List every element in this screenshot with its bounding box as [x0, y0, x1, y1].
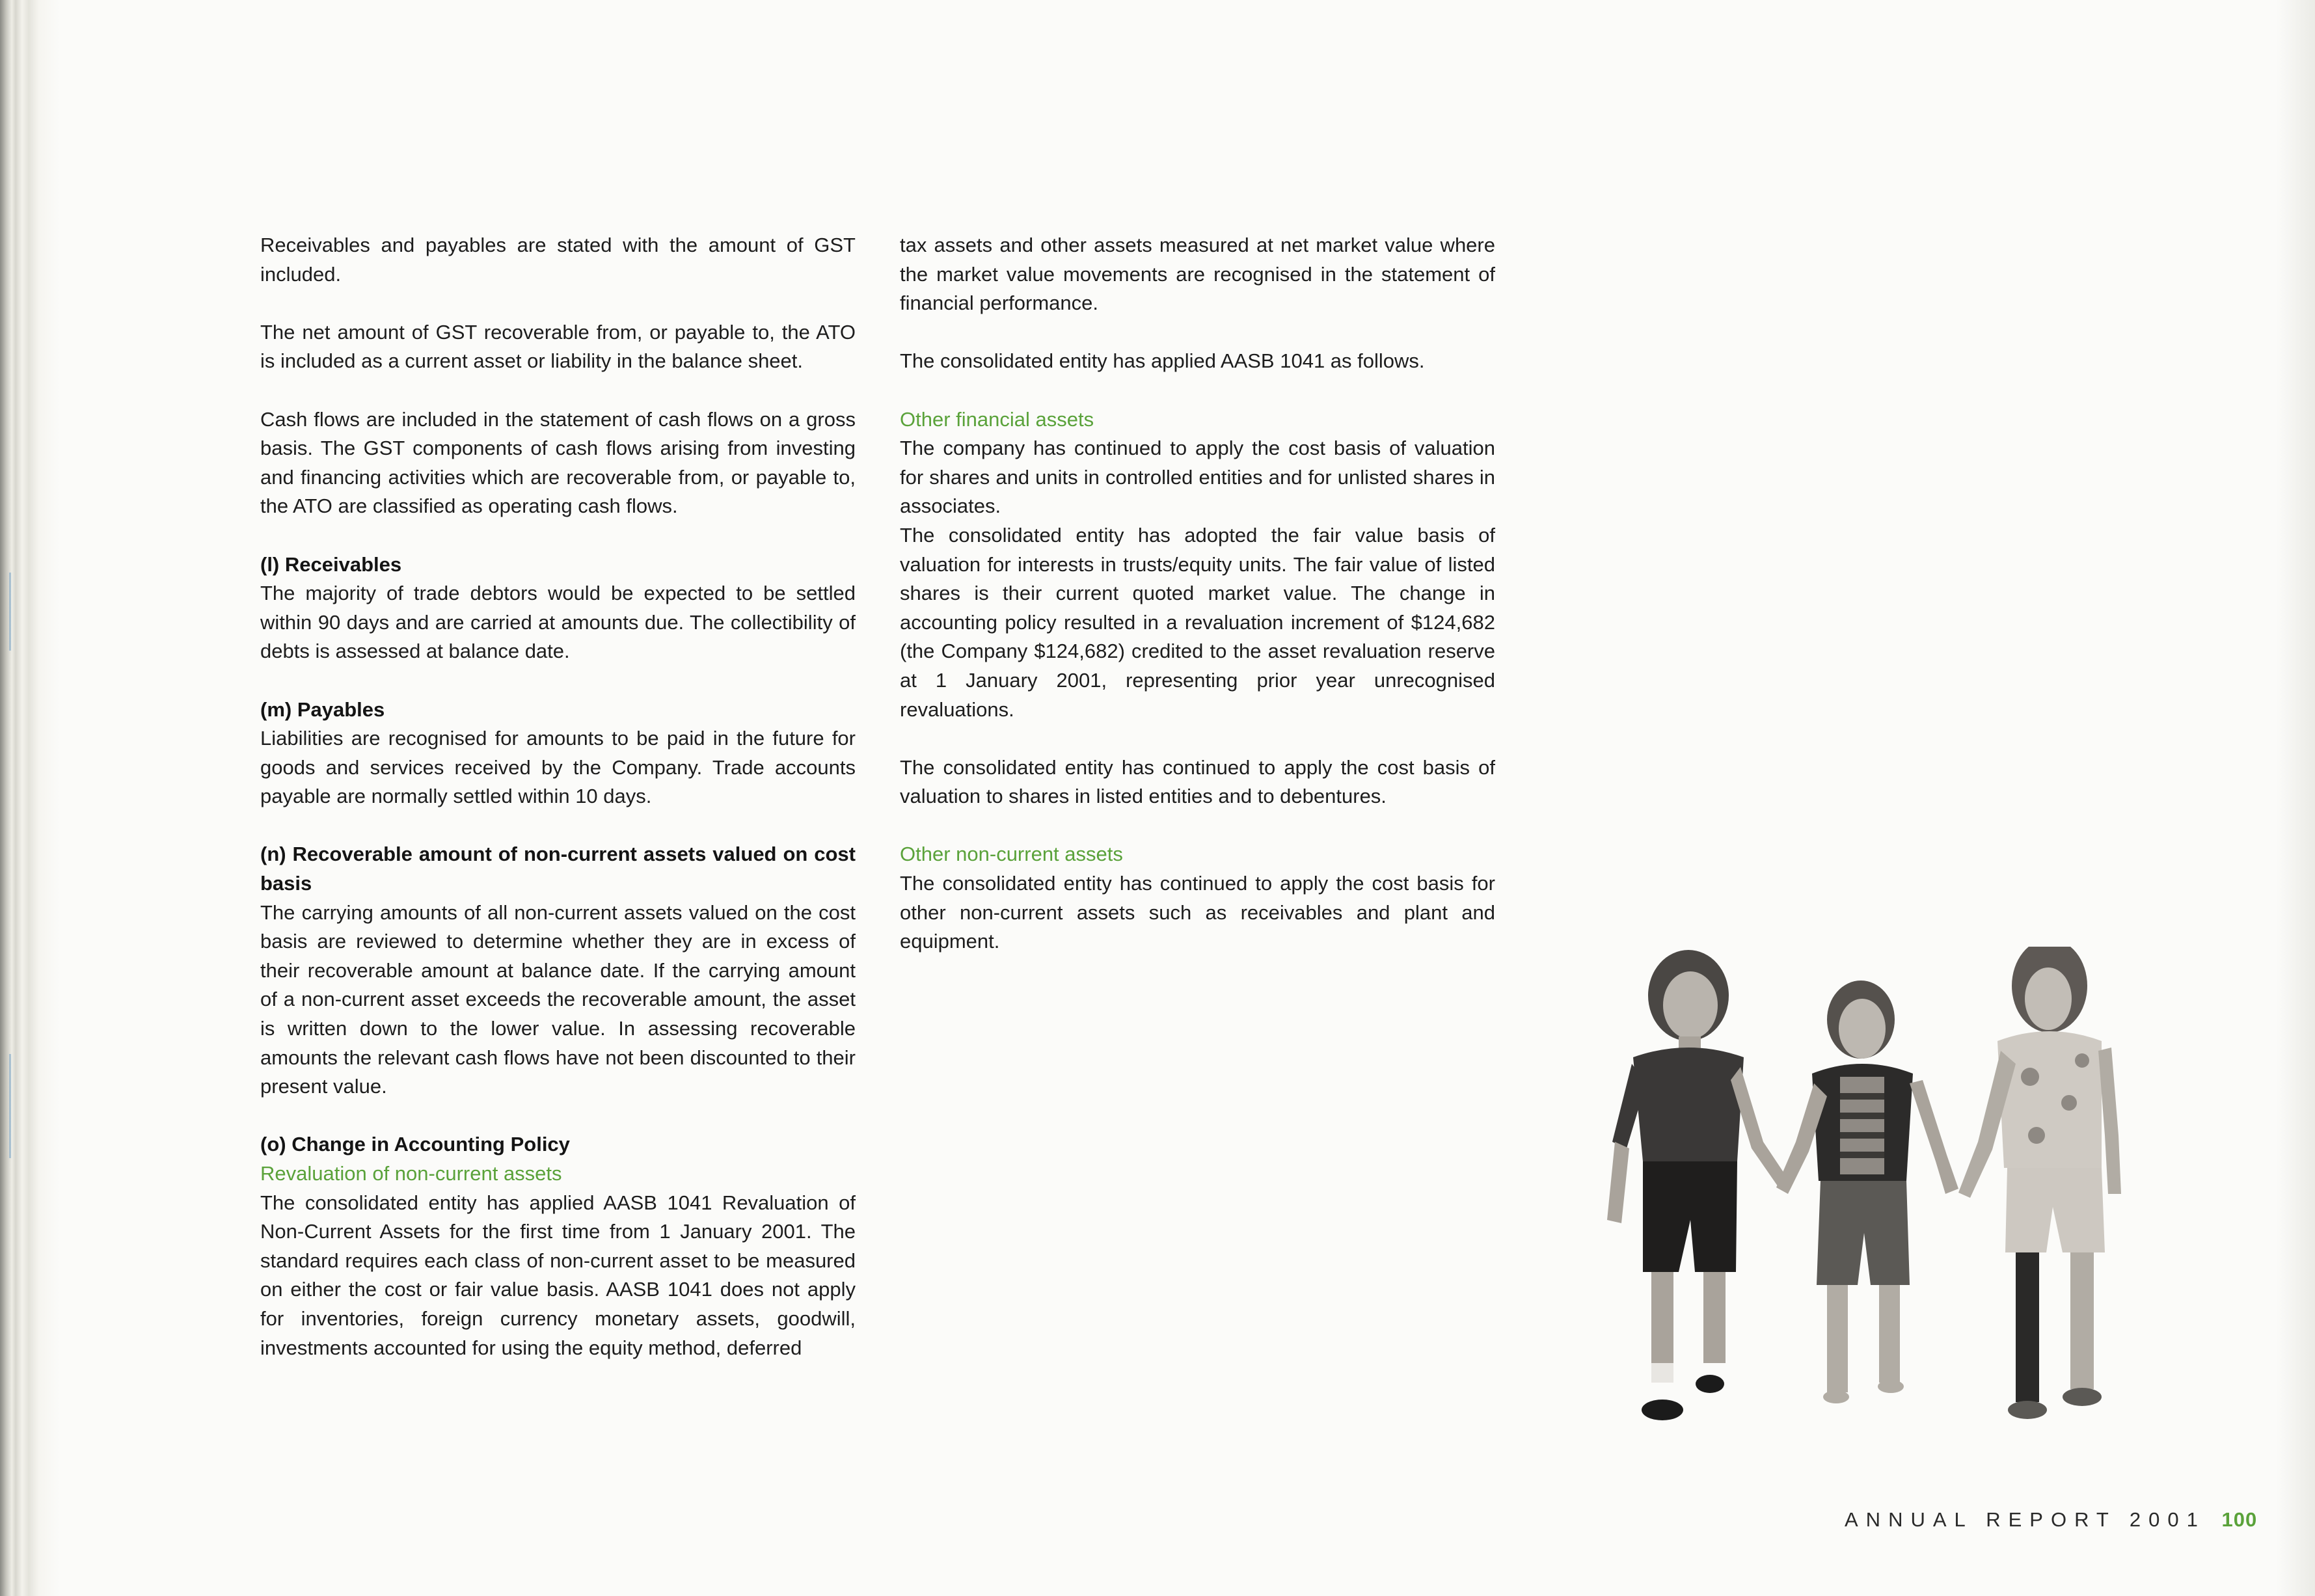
- subheading-other-non-current-assets: Other non-current assets: [900, 843, 1123, 866]
- gutter-stripe: [9, 1054, 11, 1158]
- heading-change-accounting-policy: (o) Change in Accounting Policy: [260, 1133, 570, 1156]
- page-number: 100: [2221, 1508, 2258, 1531]
- girl-left-figure: [1607, 950, 1789, 1420]
- page-footer: [1845, 1508, 2257, 1532]
- text-revaluation: The consolidated entity has applied AASB 1041 Revaluation of Non-Current Assets for the first time from 1 January 2001. The standard requires each class of non-current asset to be measured on either the cost or fair value basis. AASB 1041 does not apply for inventories, foreign currency monetary assets, goodwill, investments accounted for using the equity method, deferred: [260, 1191, 856, 1359]
- paragraph-listed-entities: The consolidated entity has continued to apply the cost basis of valuation to shares in listed entities and to debentures.: [900, 755, 1495, 808]
- page-edge-shade: [2276, 0, 2315, 1596]
- section-payables: [260, 696, 856, 811]
- text-recoverable-amount: The carrying amounts of all non-current assets valued on the cost basis are reviewed to determine whether they are in excess of their recoverable amount at balance date. If the carrying amount of a non-current asset exceeds the recoverable amount, the asset is written down to the lower value. In assessing recoverable amounts the relevant cash flows have not been discounted to their present value.: [260, 900, 856, 1098]
- heading-payables: (m) Payables: [260, 697, 385, 721]
- section-recoverable-amount: [260, 840, 856, 1101]
- binding-gutter: [0, 0, 60, 1596]
- subheading-revaluation: Revaluation of non-current assets: [260, 1162, 562, 1185]
- text-receivables: The majority of trade debtors would be expected to be settled within 90 days and are carried at amounts due. The collectibility of debts is assessed at balance date.: [260, 582, 856, 663]
- heading-recoverable-amount: (n) Recoverable amount of non-current assets valued on cost basis: [260, 843, 856, 895]
- section-other-financial-assets: [900, 405, 1495, 725]
- girl-right-figure: [1958, 947, 2121, 1419]
- gutter-stripe: [9, 573, 11, 651]
- text-other-financial-assets-1: The company has continued to apply the cost basis of valuation for shares and units in controlled entities and for unlisted shares in associates.: [900, 437, 1495, 518]
- section-receivables: [260, 550, 856, 666]
- paragraph-gst-net-amount: The net amount of GST recoverable from, or payable to, the ATO is included as a current asset or liability in the balance sheet.: [260, 320, 856, 373]
- text-other-non-current-assets: The consolidated entity has continued to apply the cost basis for other non-current assets such as receivables and plant and equipment.: [900, 872, 1495, 953]
- paragraph-gst-included: Receivables and payables are stated with the amount of GST included.: [260, 234, 856, 286]
- paragraph-cash-flows: Cash flows are included in the statement of cash flows on a gross basis. The GST components of cash flows arising from investing and financing activities which are recoverable from, or payable to, the ATO are classified as operating cash flows.: [260, 407, 856, 518]
- section-change-accounting-policy: [260, 1130, 856, 1362]
- paragraph-aasb-applied: The consolidated entity has applied AASB 1041 as follows.: [900, 349, 1425, 373]
- girl-middle-figure: [1776, 981, 1958, 1403]
- left-column: [260, 231, 856, 1392]
- heading-receivables: (l) Receivables: [260, 552, 402, 576]
- section-other-non-current-assets: [900, 840, 1495, 956]
- text-payables: Liabilities are recognised for amounts to be paid in the future for goods and services received by the Company. Trade accounts payable are normally settled within 10 days.: [260, 727, 856, 808]
- text-other-financial-assets-2: The consolidated entity has adopted the fair value basis of valuation for interests in trusts/equity units. The fair value of listed shares is their current quoted market value. The change in accounting policy resulted in a revaluation increment of $124,682 (the Company $124,682) credited to the asset revaluation reserve at 1 January 2001, representing prior year unrecognised revaluations.: [900, 523, 1495, 721]
- paragraph-tax-assets: tax assets and other assets measured at net market value where the market value movements are recognised in the statement of financial performance.: [900, 234, 1495, 315]
- subheading-other-financial-assets: Other financial assets: [900, 407, 1094, 431]
- footer-label: ANNUAL REPORT 2001: [1845, 1508, 2206, 1531]
- right-column: [900, 231, 1495, 985]
- photo-three-girls-walking: [1581, 947, 2154, 1454]
